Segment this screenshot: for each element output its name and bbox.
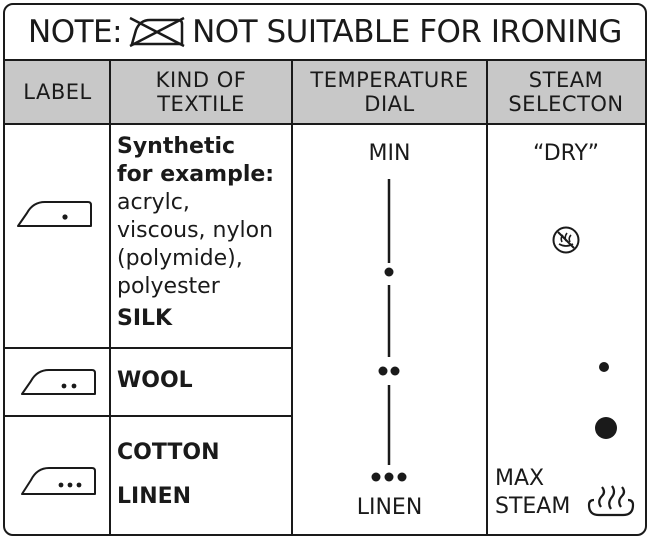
silk-label: SILK (117, 306, 173, 331)
temperature-scale (292, 173, 487, 483)
steam-max-label (495, 465, 570, 521)
no-ironing-icon (126, 16, 188, 48)
note-banner (5, 5, 645, 59)
cotton-label: COTTON (117, 440, 220, 465)
synthetic-title: Synthetic (117, 134, 236, 159)
temp-one-dot (385, 268, 394, 277)
no-steam-icon (551, 225, 581, 255)
synthetic-description (117, 133, 274, 333)
synthetic-line: (polymide), (117, 246, 243, 271)
temperature-linen-label: LINEN (356, 495, 423, 520)
linen-label: LINEN (117, 484, 192, 509)
header-label (5, 59, 110, 125)
steam-icon (585, 483, 637, 519)
header-kind (110, 59, 292, 125)
header-steam-line2: SELECTON (508, 92, 624, 116)
note-text: NOT SUITABLE FOR IRONING (192, 14, 622, 50)
header-kind-line1: KIND OF (155, 68, 247, 92)
wool-label: WOOL (117, 368, 193, 393)
row-divider (5, 347, 292, 349)
iron-three-dots-icon (19, 465, 101, 497)
header-temp-line1: TEMPERATURE (310, 68, 469, 92)
synthetic-line: acrylc, (117, 190, 190, 215)
note-prefix: NOTE: (28, 14, 123, 50)
header-steam-line1: STEAM (528, 68, 604, 92)
steam-max-line1: MAX (495, 466, 545, 491)
steam-large-dot (593, 415, 619, 441)
steam-max-line2: STEAM (495, 494, 571, 519)
row-divider (5, 415, 292, 417)
steam-small-dot (597, 360, 611, 374)
temperature-min-label: MIN (368, 141, 411, 166)
steam-dry-label: “DRY” (533, 141, 599, 166)
header-temperature (292, 59, 487, 125)
header-label-text: LABEL (23, 80, 92, 104)
header-temp-line2: DIAL (364, 92, 415, 116)
iron-two-dots-icon (19, 367, 101, 397)
ironing-table (3, 3, 647, 536)
iron-one-dot-icon (15, 199, 97, 229)
header-steam (487, 59, 645, 125)
synthetic-line: viscous, nylon (117, 218, 274, 243)
synthetic-subtitle: for example: (117, 162, 275, 187)
col-divider (109, 59, 111, 536)
header-kind-line2: TEXTILE (157, 92, 245, 116)
synthetic-line: polyester (117, 274, 220, 299)
